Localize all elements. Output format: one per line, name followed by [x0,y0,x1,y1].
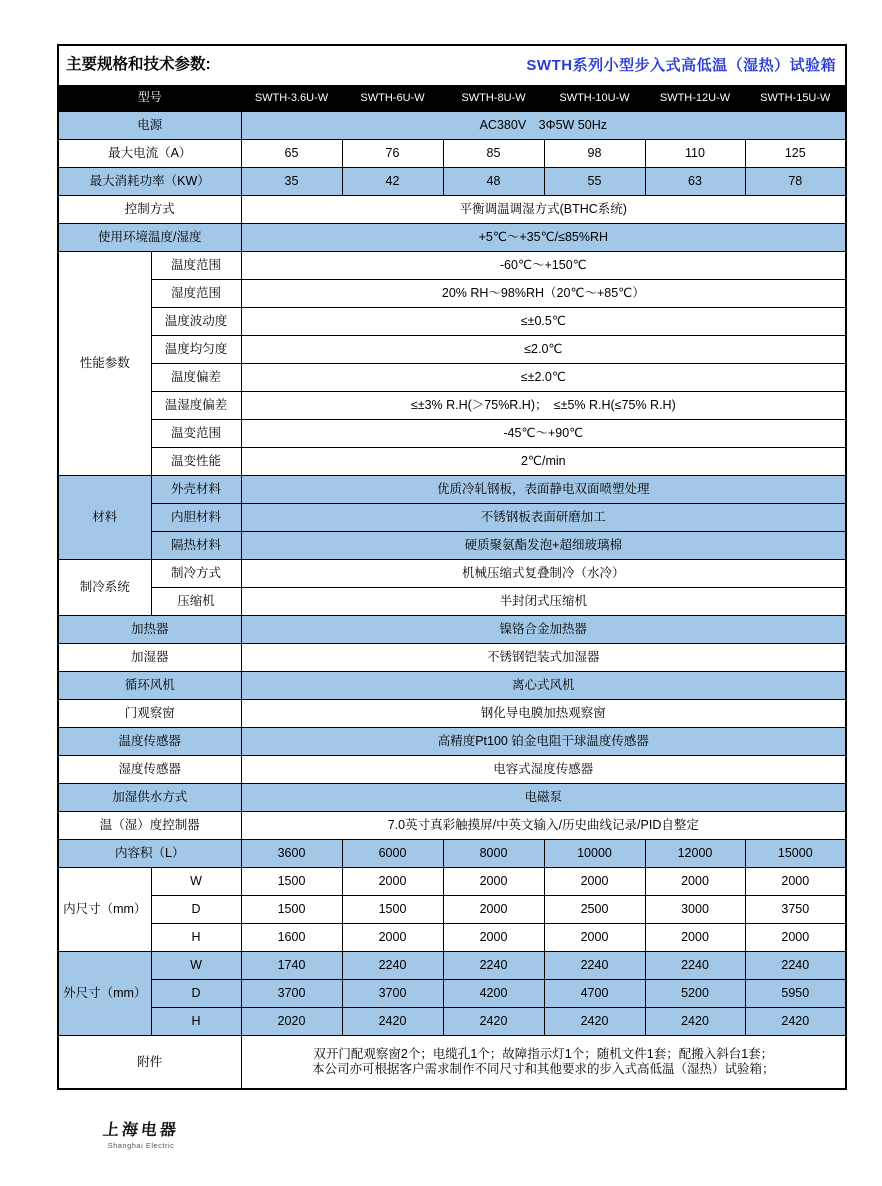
refrigeration-group-label: 制冷系统 [58,559,151,615]
model-name: SWTH-10U-W [544,85,645,111]
temp-sensor-label: 温度传感器 [58,727,241,755]
control-label: 控制方式 [58,195,241,223]
max-power-label: 最大消耗功率（KW） [58,167,241,195]
inner-size-value: 2500 [544,895,645,923]
door-window-value: 钢化导电膜加热观察窗 [241,699,846,727]
max-current-value: 125 [745,139,846,167]
row-performance [58,391,846,419]
perf-value: ≤±2.0℃ [241,363,846,391]
power-label: 电源 [58,111,241,139]
water-supply-value: 电磁泵 [241,783,846,811]
max-current-value: 85 [443,139,544,167]
outer-size-value: 4700 [544,979,645,1007]
outer-size-value: 2240 [544,951,645,979]
row-water-supply [58,783,846,811]
accessories-label: 附件 [58,1035,241,1089]
fan-value: 离心式风机 [241,671,846,699]
volume-value: 15000 [745,839,846,867]
row-materials [58,503,846,531]
model-row [58,85,846,111]
inner-size-value: 3000 [645,895,745,923]
outer-size-value: 2420 [544,1007,645,1035]
row-materials [58,475,846,503]
material-sub-label: 内胆材料 [151,503,241,531]
row-performance [58,307,846,335]
perf-value: -60℃～+150℃ [241,251,846,279]
row-inner-size [58,895,846,923]
fan-label: 循环风机 [58,671,241,699]
material-value: 不锈钢板表面研磨加工 [241,503,846,531]
row-outer-size [58,1007,846,1035]
max-power-value: 48 [443,167,544,195]
outer-size-value: 5950 [745,979,846,1007]
max-power-value: 55 [544,167,645,195]
outer-size-value: 2240 [645,951,745,979]
power-value: AC380V 3Φ5W 50Hz [241,111,846,139]
humidity-sensor-label: 湿度传感器 [58,755,241,783]
series-title: SWTH系列小型步入式高低温（湿热）试验箱 [526,56,837,74]
materials-group-label: 材料 [58,475,151,559]
row-accessories [58,1035,846,1089]
perf-value: 2℃/min [241,447,846,475]
perf-sub-label: 温度波动度 [151,307,241,335]
perf-value: ≤±3% R.H(＞75%R.H)； ≤±5% R.H(≤75% R.H) [241,391,846,419]
row-inner-size [58,867,846,895]
perf-sub-label: 温变范围 [151,419,241,447]
row-ambient [58,223,846,251]
inner-size-value: 2000 [645,867,745,895]
row-refrigeration [58,559,846,587]
inner-size-value: 2000 [443,895,544,923]
row-performance [58,447,846,475]
inner-size-value: 1500 [241,895,342,923]
volume-value: 6000 [342,839,443,867]
inner-size-group-label: 内尺寸（mm） [58,867,151,951]
refrigeration-value: 机械压缩式复叠制冷（水冷） [241,559,846,587]
perf-sub-label: 湿度范围 [151,279,241,307]
row-performance [58,363,846,391]
accessories-value [241,1035,846,1089]
model-name: SWTH-12U-W [645,85,745,111]
door-window-label: 门观察窗 [58,699,241,727]
perf-sub-label: 温度偏差 [151,363,241,391]
heater-value: 镍铬合金加热器 [241,615,846,643]
max-power-value: 78 [745,167,846,195]
row-performance [58,251,846,279]
row-performance [58,335,846,363]
company-logo [103,1117,179,1150]
row-humidifier [58,643,846,671]
perf-value: ≤±0.5℃ [241,307,846,335]
row-max-power [58,167,846,195]
row-humidity-sensor [58,755,846,783]
outer-size-value: 2420 [342,1007,443,1035]
inner-size-value: 1500 [342,895,443,923]
max-current-value: 98 [544,139,645,167]
dim-axis-label: W [151,867,241,895]
volume-value: 8000 [443,839,544,867]
outer-size-value: 2240 [342,951,443,979]
row-max-current [58,139,846,167]
row-heater [58,615,846,643]
dim-axis-label: D [151,979,241,1007]
perf-sub-label: 温度均匀度 [151,335,241,363]
outer-size-value: 1740 [241,951,342,979]
inner-size-value: 1600 [241,923,342,951]
perf-sub-label: 温变性能 [151,447,241,475]
inner-size-value: 2000 [544,867,645,895]
max-current-label: 最大电流（A） [58,139,241,167]
temp-sensor-value: 高精度Pt100 铂金电阻干球温度传感器 [241,727,846,755]
row-volume [58,839,846,867]
inner-size-value: 1500 [241,867,342,895]
max-current-value: 110 [645,139,745,167]
row-refrigeration [58,587,846,615]
dim-axis-label: D [151,895,241,923]
max-current-value: 65 [241,139,342,167]
water-supply-label: 加湿供水方式 [58,783,241,811]
perf-sub-label: 温度范围 [151,251,241,279]
model-name: SWTH-15U-W [745,85,846,111]
row-performance [58,279,846,307]
material-sub-label: 外壳材料 [151,475,241,503]
control-value: 平衡调温调湿方式(BTHC系统) [241,195,846,223]
controller-label: 温（湿）度控制器 [58,811,241,839]
row-inner-size [58,923,846,951]
inner-size-value: 2000 [342,923,443,951]
volume-label: 内容积（L） [58,839,241,867]
material-value: 优质冷轧钢板，表面静电双面喷塑处理 [241,475,846,503]
model-name: SWTH-6U-W [342,85,443,111]
material-sub-label: 隔热材料 [151,531,241,559]
inner-size-value: 2000 [342,867,443,895]
outer-size-group-label: 外尺寸（mm） [58,951,151,1035]
row-temp-sensor [58,727,846,755]
perf-sub-label: 温湿度偏差 [151,391,241,419]
outer-size-value: 5200 [645,979,745,1007]
volume-value: 10000 [544,839,645,867]
row-fan [58,671,846,699]
humidifier-value: 不锈钢铠装式加湿器 [241,643,846,671]
inner-size-value: 2000 [645,923,745,951]
volume-value: 12000 [645,839,745,867]
outer-size-value: 4200 [443,979,544,1007]
outer-size-value: 3700 [342,979,443,1007]
model-name: SWTH-8U-W [443,85,544,111]
dim-axis-label: H [151,1007,241,1035]
refrigeration-value: 半封闭式压缩机 [241,587,846,615]
inner-size-value: 2000 [544,923,645,951]
controller-value: 7.0英寸真彩触摸屏/中英文输入/历史曲线记录/PID自整定 [241,811,846,839]
humidifier-label: 加湿器 [58,643,241,671]
model-row-label: 型号 [58,85,241,111]
page-title: 主要规格和技术参数: [66,56,211,74]
refrigeration-sub-label: 压缩机 [151,587,241,615]
humidity-sensor-value: 电容式湿度传感器 [241,755,846,783]
refrigeration-sub-label: 制冷方式 [151,559,241,587]
accessories-line1: 双开门配观察窗2个；电缆孔1个；故障指示灯1个；随机文件1套；配搬入斜台1套； [313,1047,774,1062]
perf-value: ≤2.0℃ [241,335,846,363]
row-power [58,111,846,139]
dim-axis-label: W [151,951,241,979]
logo-chinese-text: 上海电器 [101,1122,180,1139]
row-outer-size [58,951,846,979]
perf-value: 20% RH～98%RH（20℃～+85℃） [241,279,846,307]
material-value: 硬质聚氨酯发泡+超细玻璃棉 [241,531,846,559]
row-door-window [58,699,846,727]
heater-label: 加热器 [58,615,241,643]
spec-table [57,44,847,1090]
row-materials [58,531,846,559]
max-power-value: 63 [645,167,745,195]
model-name: SWTH-3.6U-W [241,85,342,111]
outer-size-value: 3700 [241,979,342,1007]
outer-size-value: 2420 [645,1007,745,1035]
outer-size-value: 2020 [241,1007,342,1035]
accessories-line2: 本公司亦可根据客户需求制作不同尺寸和其他要求的步入式高低温（湿热）试验箱； [312,1061,775,1076]
max-power-value: 42 [342,167,443,195]
inner-size-value: 2000 [443,923,544,951]
ambient-label: 使用环境温度/湿度 [58,223,241,251]
logo-english-text: Shanghai Electric [107,1141,175,1150]
row-outer-size [58,979,846,1007]
inner-size-value: 2000 [443,867,544,895]
ambient-value: +5℃～+35℃/≤85%RH [241,223,846,251]
max-power-value: 35 [241,167,342,195]
volume-value: 3600 [241,839,342,867]
max-current-value: 76 [342,139,443,167]
inner-size-value: 3750 [745,895,846,923]
dim-axis-label: H [151,923,241,951]
outer-size-value: 2420 [745,1007,846,1035]
inner-size-value: 2000 [745,923,846,951]
inner-size-value: 2000 [745,867,846,895]
outer-size-value: 2240 [745,951,846,979]
outer-size-value: 2420 [443,1007,544,1035]
performance-group-label: 性能参数 [58,251,151,475]
row-performance [58,419,846,447]
title-row [58,45,846,85]
perf-value: -45℃～+90℃ [241,419,846,447]
row-controller [58,811,846,839]
row-control [58,195,846,223]
outer-size-value: 2240 [443,951,544,979]
